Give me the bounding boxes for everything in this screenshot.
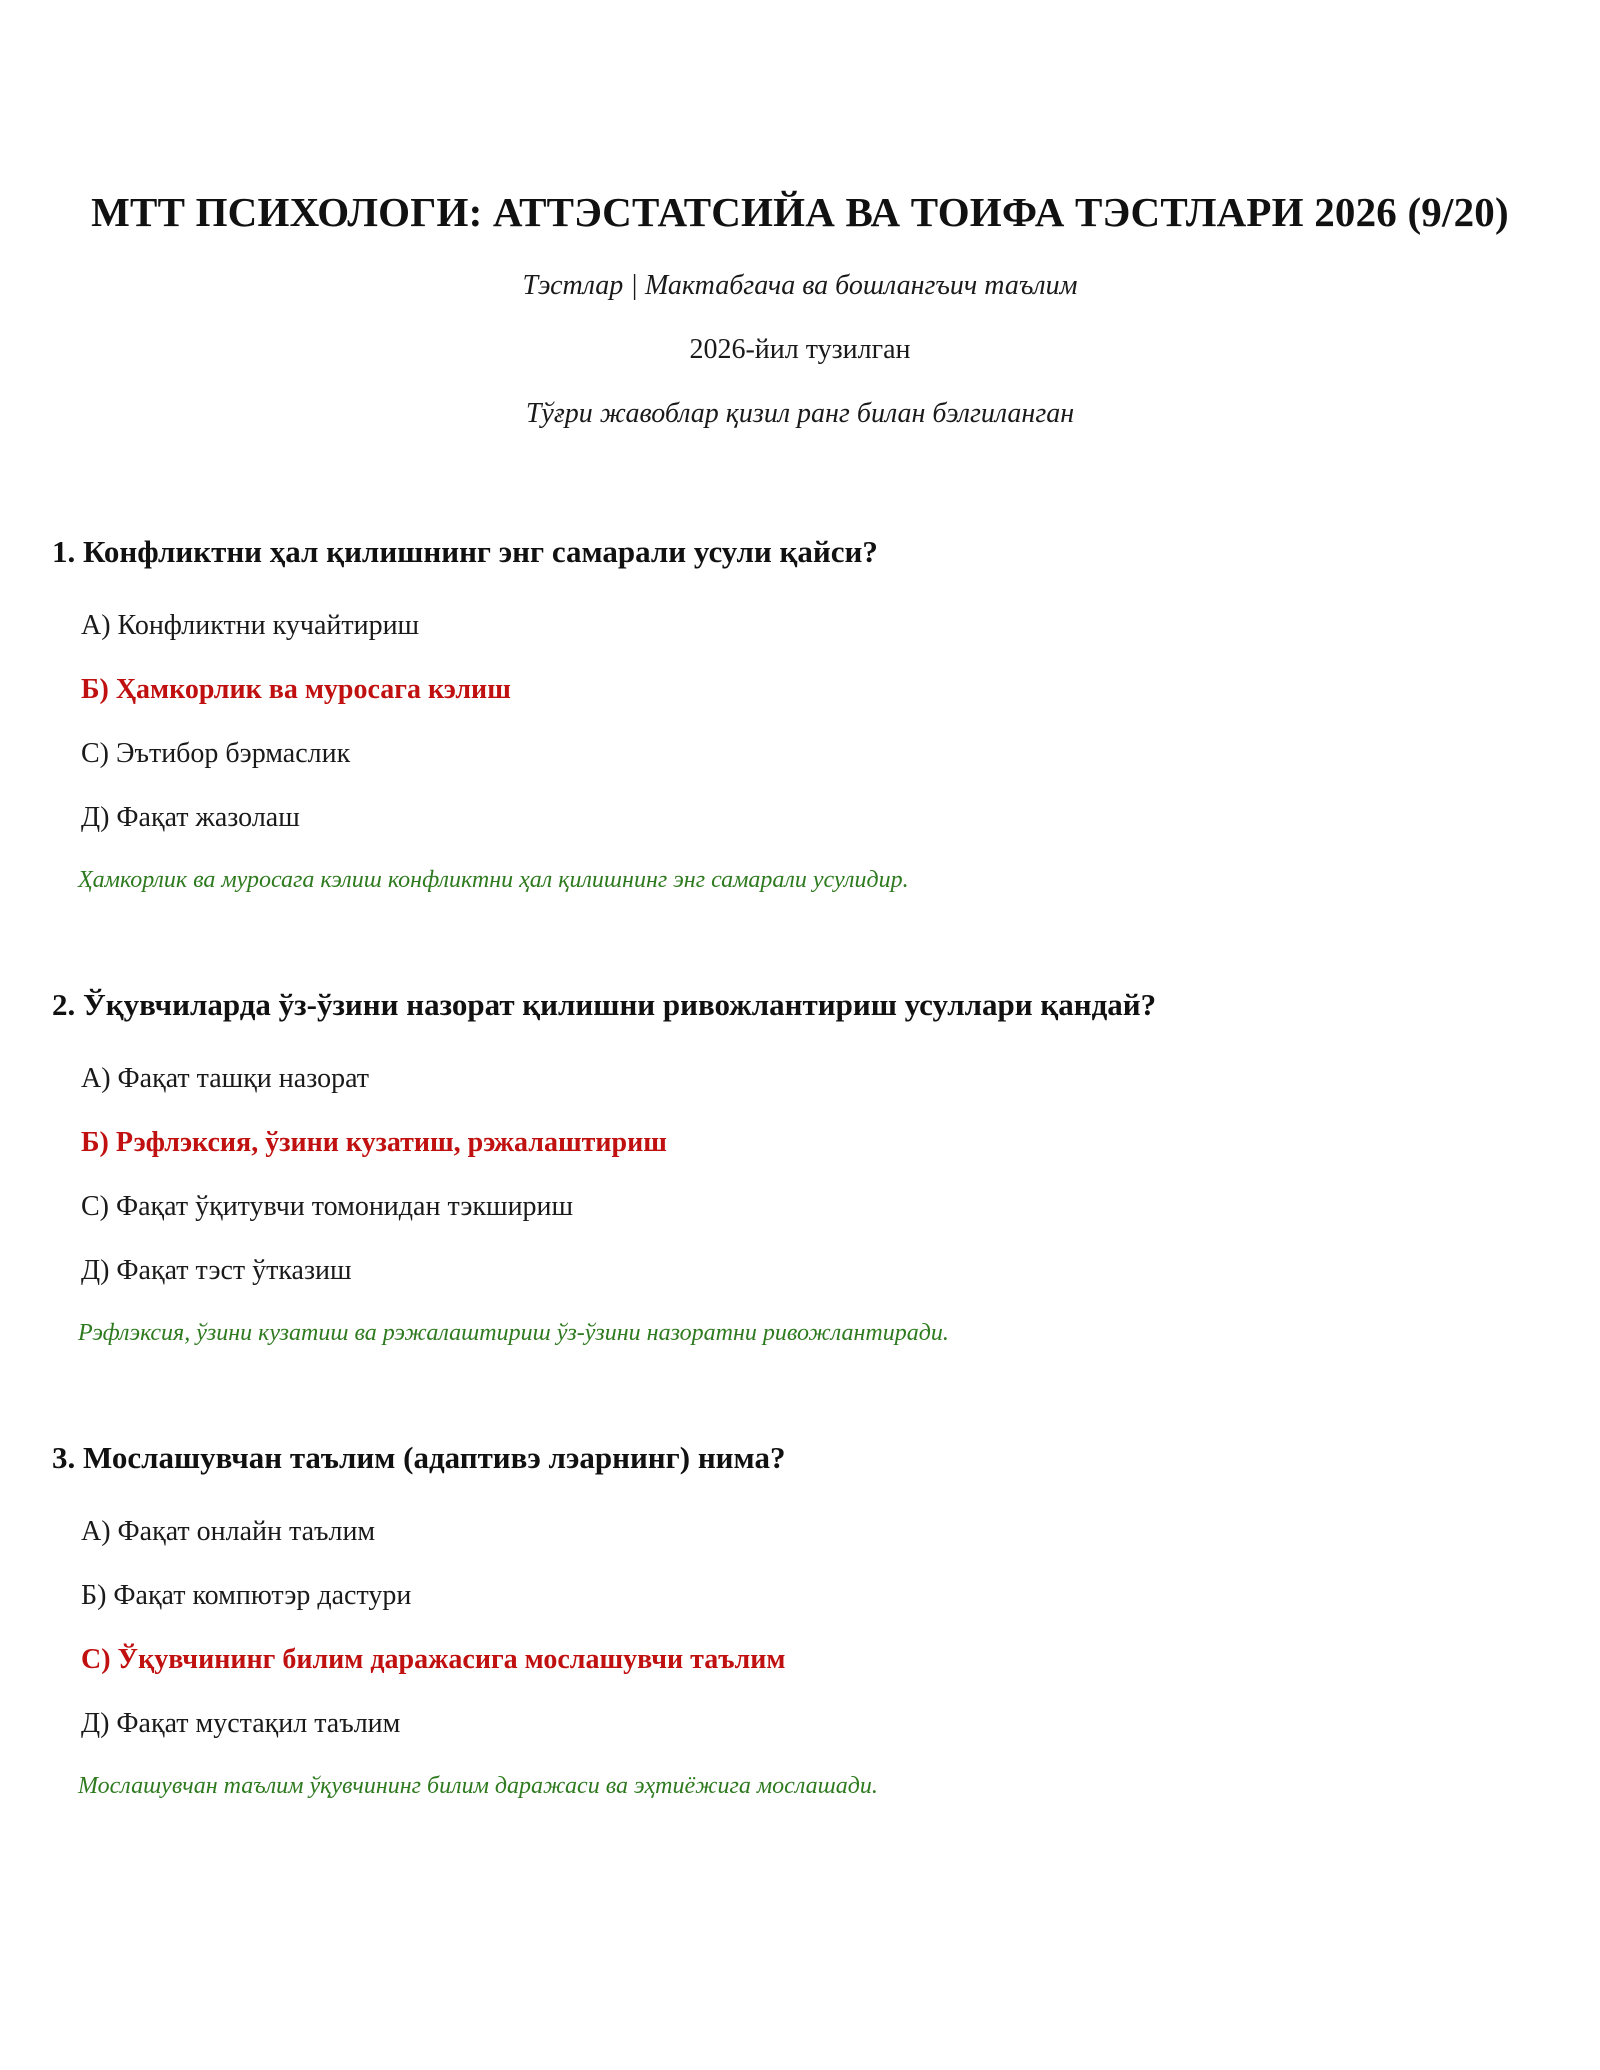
option-d: Д) Фақат тэст ўтказиш	[81, 1255, 352, 1286]
option-d: Д) Фақат жазолаш	[81, 802, 300, 833]
answer-explanation: Ҳамкорлик ва муросага кэлиш конфликтни ҳал қилишнинг энг самарали усулидир.	[78, 867, 909, 893]
question-block	[52, 530, 1552, 910]
subtitle-note: Тўғри жавоблар қизил ранг билан бэлгиланган	[525, 398, 1075, 429]
option-a: А) Конфликтни кучайтириш	[81, 610, 420, 641]
answer-explanation: Рэфлэксия, ўзини кузатиш ва рэжалаштириш ўз-ўзини назоратни ривожлантиради.	[78, 1320, 949, 1346]
option-c: С) Эътибор бэрмаслик	[81, 738, 351, 769]
question-block	[52, 1436, 1552, 1816]
option-c: С) Фақат ўқитувчи томонидан тэкшириш	[81, 1191, 574, 1222]
option-c: С) Ўқувчининг билим даражасига мослашувчи таълим	[81, 1644, 786, 1675]
option-b: Б) Ҳамкорлик ва муросага кэлиш	[81, 674, 511, 705]
option-list	[52, 594, 1552, 850]
option-list	[52, 1500, 1552, 1756]
option-d: Д) Фақат мустақил таълим	[81, 1708, 401, 1739]
option-a: А) Фақат ташқи назорат	[81, 1063, 370, 1094]
question-text: 3. Мослашувчан таълим (адаптивэ лэарнинг) нима?	[52, 1440, 786, 1475]
question-text: 1. Конфликтни ҳал қилишнинг энг самарали усули қайси?	[52, 534, 878, 569]
page-title: МТТ ПСИХОЛОГИ: АТТЭСТАТСИЙА ВА ТОИФА ТЭСТЛАРИ 2026 (9/20)	[91, 189, 1509, 235]
subtitle-year: 2026-йил тузилган	[689, 334, 911, 365]
answer-explanation: Мослашувчан таълим ўқувчининг билим даражаси ва эҳтиёжига мослашади.	[78, 1773, 878, 1799]
subtitle-category: Тэстлар | Мактабгача ва бошлангъич таълим	[522, 270, 1078, 301]
question-block	[52, 983, 1552, 1363]
option-b: Б) Рэфлэксия, ўзини кузатиш, рэжалаштириш	[81, 1127, 667, 1158]
option-list	[52, 1047, 1552, 1303]
option-b: Б) Фақат компютэр дастури	[81, 1580, 412, 1611]
option-a: А) Фақат онлайн таълим	[81, 1516, 376, 1547]
question-text: 2. Ўқувчиларда ўз-ўзини назорат қилишни ривожлантириш усуллари қандай?	[52, 987, 1157, 1022]
